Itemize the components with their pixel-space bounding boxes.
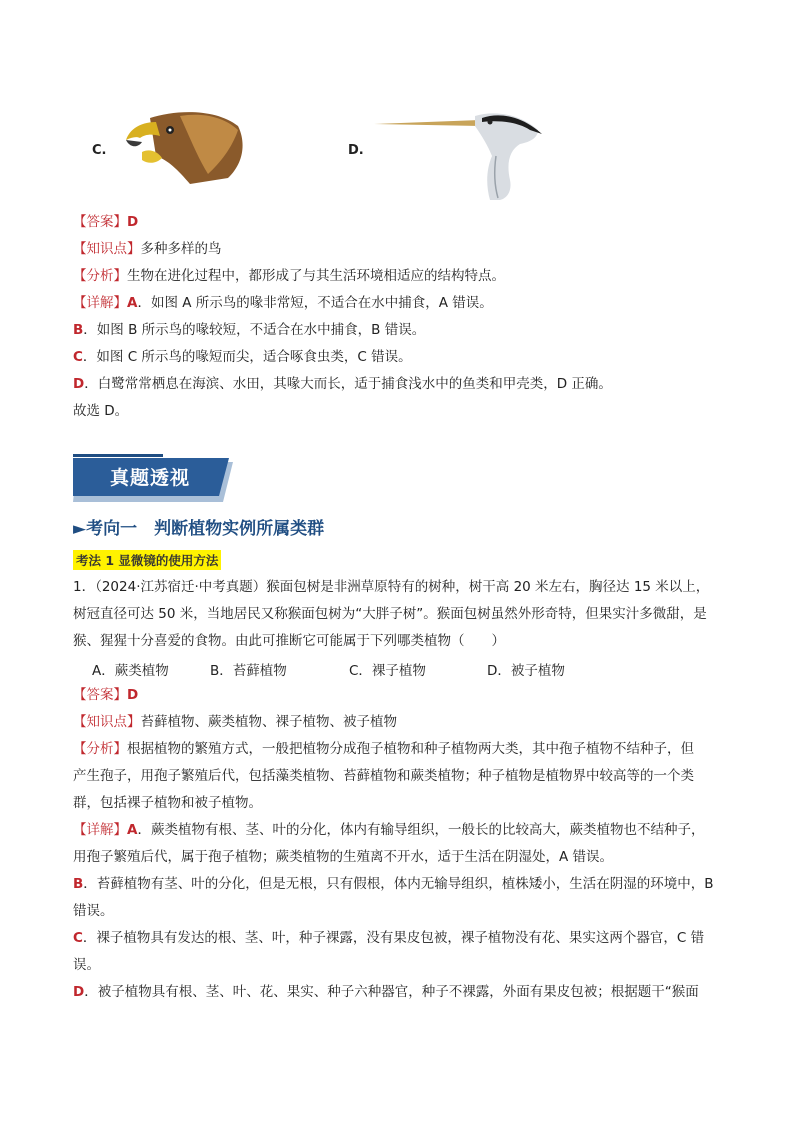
conclusion-line: 故选 D。 [73,403,129,419]
knowledge-point2-tag: 【知识点】 [73,714,141,730]
analysis-text: 生物在进化过程中，都形成了与其生活环境相适应的结构特点。 [127,268,505,284]
detail-line-a [73,294,493,312]
question-line-2: 树冠直径可达 50 米，当地居民又称猴面包树为“大胖子树”。猴面包树虽然外形奇特，但果实汁多微甜，是 [73,606,707,622]
answer-value: D [127,214,139,230]
analysis-line [73,267,505,285]
analysis2-line-2: 产生孢子，用孢子繁殖后代，包括藻类植物、苔藓植物和蕨类植物；种子植物是植物界中较高等的一个类 [73,768,694,784]
question-option-d: D．被子植物 [487,663,565,679]
answer2-value: D [127,687,139,703]
detail-line-d [73,375,612,393]
detail-letter-a: A [127,295,138,311]
method-highlight: 考法 1 显微镜的使用方法 [73,550,221,570]
question-line-1: 1．（2024·江苏宿迁·中考真题）猴面包树是非洲草原特有的树种，树干高 20 米左右，胸径达 15 米以上， [73,579,710,595]
knowledge-point-value: 多种多样的鸟 [140,241,222,257]
analysis2-tag: 【分析】 [73,741,127,757]
detail-line-b [73,321,425,339]
detail-text-a: ．如图 A 所示鸟的喙非常短，不适合在水中捕食，A 错误。 [137,295,493,311]
detail2-line-b1 [73,875,714,893]
detail2-text-a1: ．蕨类植物有根、茎、叶的分化，体内有输导组织，一般长的比较高大，蕨类植物也不结种子， [137,822,705,838]
option-d-label: D. [348,143,364,158]
detail2-letter-c: C [73,930,83,946]
question-option-a: A．蕨类植物 [92,663,169,679]
detail2-letter-d: D [73,984,85,1000]
question-option-c: C．裸子植物 [349,663,426,679]
detail-letter-b: B [73,322,84,338]
banner-title: 真题透视 [109,466,190,489]
detail2-letter-a: A [127,822,138,838]
detail2-text-b1: ．苔藓植物有茎、叶的分化，但是无根，只有假根，体内无输导组织，植株矮小，生活在阴湿的环境中，B [83,876,714,892]
eagle-head-image [120,108,248,184]
detail2-line-d1 [73,983,699,1001]
analysis2-line-1 [73,740,694,758]
detail2-letter-b: B [73,876,84,892]
question-line-3: 猴、猩猩十分喜爱的食物。由此可推断它可能属于下列哪类植物（ ） [73,633,505,649]
knowledge-point2-value: 苔藓植物、蕨类植物、裸子植物、被子植物 [140,714,397,730]
detail2-line-a1 [73,821,704,839]
answer2-tag: 【答案】 [73,687,127,703]
detail2-line-c2: 误。 [73,957,100,973]
detail2-line-c1 [73,929,704,947]
detail-letter-c: C [73,349,83,365]
knowledge-point2-line [73,713,397,731]
detail-text-b: ．如图 B 所示鸟的喙较短，不适合在水中捕食，B 错误。 [83,322,426,338]
detail-text-c: ．如图 C 所示鸟的喙短而尖，适合啄食虫类，C 错误。 [82,349,412,365]
analysis2-line-3: 群，包括裸子植物和被子植物。 [73,795,262,811]
answer-tag: 【答案】 [73,214,127,230]
detail2-line-a2: 用孢子繁殖后代，属于孢子植物；蕨类植物的生殖离不开水，适于生活在阴湿处，A 错误。 [73,849,614,865]
detail2-line-b2: 错误。 [73,903,114,919]
knowledge-point-tag: 【知识点】 [73,241,141,257]
analysis2-text-1: 根据植物的繁殖方式，一般把植物分成孢子植物和种子植物两大类，其中孢子植物不结种子，但 [127,741,694,757]
detail2-tag: 【详解】 [73,822,127,838]
analysis-tag: 【分析】 [73,268,127,284]
section-banner [73,456,233,502]
heron-head-image [370,110,550,200]
detail-line-c [73,348,412,366]
direction-heading: ►考向一 判断植物实例所属类群 [73,519,325,539]
option-c-label: C. [92,143,107,158]
detail-tag: 【详解】 [73,295,127,311]
answer-line [73,213,138,231]
detail-text-d: ．白鹭常常栖息在海滨、水田，其喙大而长，适于捕食浅水中的鱼类和甲壳类，D 正确。 [84,376,612,392]
answer2-line [73,686,138,704]
detail-letter-d: D [73,376,85,392]
question-option-b: B．苔藓植物 [210,663,287,679]
knowledge-point-line [73,240,222,258]
detail2-text-d1: ．被子植物具有根、茎、叶、花、果实、种子六种器官，种子不裸露，外面有果皮包被；根据题干“猴面 [84,984,699,1000]
detail2-text-c1: ．裸子植物具有发达的根、茎、叶，种子裸露，没有果皮包被，裸子植物没有花、果实这两个器官，C 错 [82,930,705,946]
